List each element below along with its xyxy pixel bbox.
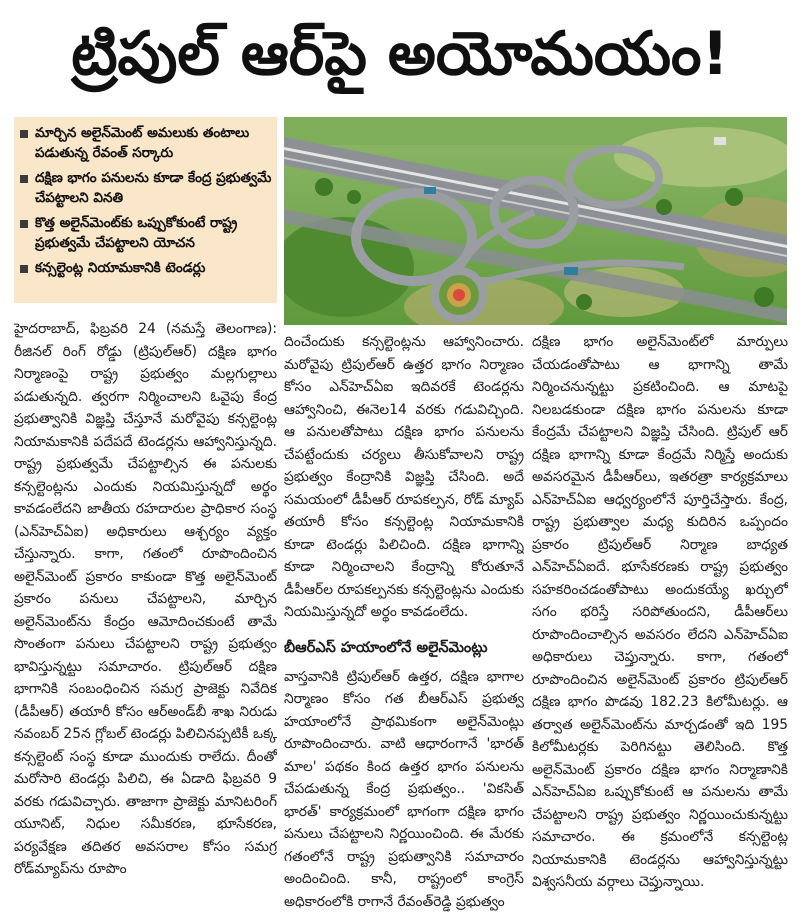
highway-interchange-illustration [284, 117, 787, 325]
highlight-text: కొత్త అలైన్‌మెంట్‌కు ఒప్పుకోకుంటే రాష్ట్ర ప్రభుత్వమే చేపట్టాలని యోచన [35, 215, 238, 251]
highway-interchange-photo [284, 117, 787, 325]
highlight-text: దక్షిణ భాగం పనులను కూడా కేంద్ర ప్రభుత్వమే చేపట్టాలని వినతి [35, 170, 272, 206]
article-paragraph: వాస్తవానికి ట్రిపుల్‌ఆర్ ఉత్తర, దక్షిణ భాగాల నిర్మాణం కోసం గత బీఆర్‌ఎస్ ప్రభుత్వ హయాంలోనే ప్రాథమికంగా అలైన్‌మెంట్లు రూపొందించారు. వాటి ఆధారంగానే 'భారత్ మాల' పథకం కింద ఉత్తర భాగం పనులను చేపడుతున్న కేంద్ర ప్రభుత్వం.. 'వికసిత్ భారత్' కార్యక్రమంలో భాగంగా దక్షిణ భాగం పనులు చేపట్టాలని నిర్ణయించింది. ఈ మేరకు గతంలోనే రాష్ట్ర ప్రభుత్వానికి సమాచారం అందించింది. కానీ, రాష్ట్రంలో కాంగ్రెస్ అధికారంలోకి రాగానే రేవంత్‌రెడ్డి ప్రభుత్వం [284, 668, 524, 910]
bullet-square-icon [20, 130, 28, 138]
highlights-box [14, 117, 277, 303]
highlight-item [20, 214, 273, 253]
bullet-square-icon [20, 265, 28, 273]
highlight-item [20, 124, 273, 163]
article-paragraph: హైదరాబాద్, ఫిబ్రవరి 24 (నమస్తే తెలంగాణ): రీజినల్ రింగ్ రోడ్డు (ట్రిపుల్‌ఆర్) దక్షిణ భాగం నిర్మాణంపై రాష్ట్ర ప్రభుత్వం మల్లగుల్లాలు పడుతున్నది. త్వరగా నిర్మించాలని ఓవైపు కేంద్ర ప్రభుత్వానికి విజ్ఞప్తి చేస్తూనే మరోవైపు కన్సల్టెంట్ల నియామకానికి పదేపదే టెండర్లను ఆహ్వానిస్తున్నది. రాష్ట్ర ప్రభుత్వమే చేపట్టాల్సిన ఈ పనులకు కన్సల్టెంట్లను ఎందుకు నియమిస్తున్నదో అర్థం కావడంలేదని జాతీయ రహదారుల ప్రాధికార సంస్థ (ఎన్‌హెచ్‌ఏఐ) అధికారులు ఆశ్చర్యం వ్యక్తం చేస్తున్నారు. కాగా, గతంలో రూపొందించిన అలైన్‌మెంట్ ప్రకారం కాకుండా కొత్త అలైన్‌మెంట్ ప్రకారం పనులు చేపట్టాలని, మార్చిన అలైన్‌మెంట్‌ను కేంద్రం ఆమోదించకుంటే తామే సొంతంగా పనులు చేపట్టాలని రాష్ట్ర ప్రభుత్వం భావిస్తున్నట్టు సమాచారం. ట్రిపుల్‌ఆర్ దక్షిణ భాగానికి సంబంధించిన సమగ్ర ప్రాజెక్టు నివేదిక (డీపీఆర్) తయారీ కోసం ఆర్‌అండ్‌బీ శాఖ నిరుడు నవంబర్ 25న గ్లోబల్ టెండర్లు పిలిచినప్పటికీ ఒక్క కన్సల్టెంట్ సంస్థ కూడా ముందుకు రాలేదు. దీంతో మరోసారి టెండర్లు పిలిచి, ఈ ఏడాది ఫిబ్రవరి 9 వరకు గడువిచ్చారు. తాజాగా ప్రాజెక్టు మానిటరింగ్ యూనిట్, నిధుల సమీకరణ, భూసేకరణ, పర్యవేక్షణ తదితర అవసరాల కోసం సమగ్ర రోడ్‌మ్యాప్‌ను రూపొం [14, 321, 277, 877]
article-column-3 [532, 331, 788, 918]
article-subheading: బీఆర్‌ఎస్ హయాంలోనే అలైన్‌మెంట్లు [284, 639, 488, 656]
article-column-2 [284, 331, 524, 918]
highlight-item [20, 259, 273, 279]
article-paragraph: దించేందుకు కన్సల్టెంట్లను ఆహ్వానించారు. మరోవైపు ట్రిపుల్‌ఆర్ ఉత్తర భాగం నిర్మాణం కోసం ఎన్‌హెచ్ఏఐ ఇదివరకే టెండర్లను ఆహ్వానించి, ఈనెల14 వరకు గడువిచ్చింది. ఆ పనులతోపాటు దక్షిణ భాగం పనులను చేపట్టేందుకు చర్యలు తీసుకోవాలని రాష్ట్ర ప్రభుత్వం కేంద్రానికి విజ్ఞప్తి చేసింది. అదే సమయంలో డీపీఆర్ రూపకల్పన, రోడ్ మ్యాప్ తయారీ కోసం కన్సల్టెంట్ల నియామకానికి కూడా టెండర్లు పిలిచింది. దక్షిణ భాగాన్ని కూడా నిర్మించాలని కేంద్రాన్ని కోరుతూనే డీపీఆర్‌ల రూపకల్పనకు కన్సల్టెంట్లను ఎందుకు నియమిస్తున్నదో అర్థం కావడంలేదు. [284, 334, 524, 620]
highlight-text: మార్చిన అలైన్‌మెంట్ అమలుకు తంటాలు పడుతున్న రేవంత్ సర్కారు [35, 125, 250, 161]
headline: ట్రిపుల్ ఆర్‌పై అయోమయం! [71, 19, 729, 89]
highlight-text: కన్సల్టెంట్ల నియామకానికి టెండర్లు [35, 260, 206, 276]
bullet-square-icon [20, 220, 28, 228]
bullet-square-icon [20, 175, 28, 183]
highlight-item [20, 169, 273, 208]
article-column-1 [14, 318, 277, 918]
article-paragraph: దక్షిణ భాగం అలైన్‌మెంట్‌లో మార్పులు చేయడంతోపాటు ఆ భాగాన్ని తామే నిర్మించనున్నట్టు ప్రకటించింది. ఆ మాటపై నిలబడకుండా దక్షిణ భాగం పనులను కూడా కేంద్రమే చేపట్టాలని విజ్ఞప్తి చేసింది. ట్రిపుల్ ఆర్ దక్షిణ భాగాన్ని కూడా కేంద్రమే నిర్మిస్తే అందుకు అవసరమైన డీపీఆర్‌లు, ఇతరత్రా కార్యక్రమాలు ఎన్‌హెచ్‌ఏఐ ఆధ్వర్యంలోనే పూర్తిచేస్తారు. కేంద్ర, రాష్ట్ర ప్రభుత్వాల మధ్య కుదిరిన ఒప్పందం ప్రకారం ట్రిపుల్‌ఆర్ నిర్మాణ బాధ్యత ఎన్‌హెచ్‌ఏఐదే. భూసేకరణకు రాష్ట్ర ప్రభుత్వం సహకరించడంతోపాటు అందుకయ్యే ఖర్చులో సగం భరిస్తే సరిపోతుందని, డీపీఆర్‌లు రూపొందించాల్సిన అవసరం లేదని ఎన్‌హెచ్‌ఏఐ అధికారులు చెప్తున్నారు. కాగా, గతంలో రూపొందించిన అలైన్‌మెంట్ ప్రకారం ట్రిపుల్‌ఆర్ దక్షిణ భాగం పొడవు 182.23 కిలోమీటర్లు. ఆ తర్వాత అలైన్‌మెంట్‌ను మార్చడంతో ఇది 195 కిలోమీటర్లకు పెరిగినట్టు తెలిసింది. కొత్త అలైన్‌మెంట్ ప్రకారం దక్షిణ భాగం నిర్మాణానికి ఎన్‌హెచ్‌ఏఐ ఒప్పుకోకుంటే ఆ పనులను తామే చేపట్టాలని రాష్ట్ర ప్రభుత్వం నిర్ణయించుకున్నట్టు సమాచారం. ఈ క్రమంలోనే కన్సల్టెంట్ల నియామకానికి టెండర్లను ఆహ్వానిస్తున్నట్టు విశ్వసనీయ వర్గాలు చెప్తున్నాయి. [532, 334, 788, 890]
